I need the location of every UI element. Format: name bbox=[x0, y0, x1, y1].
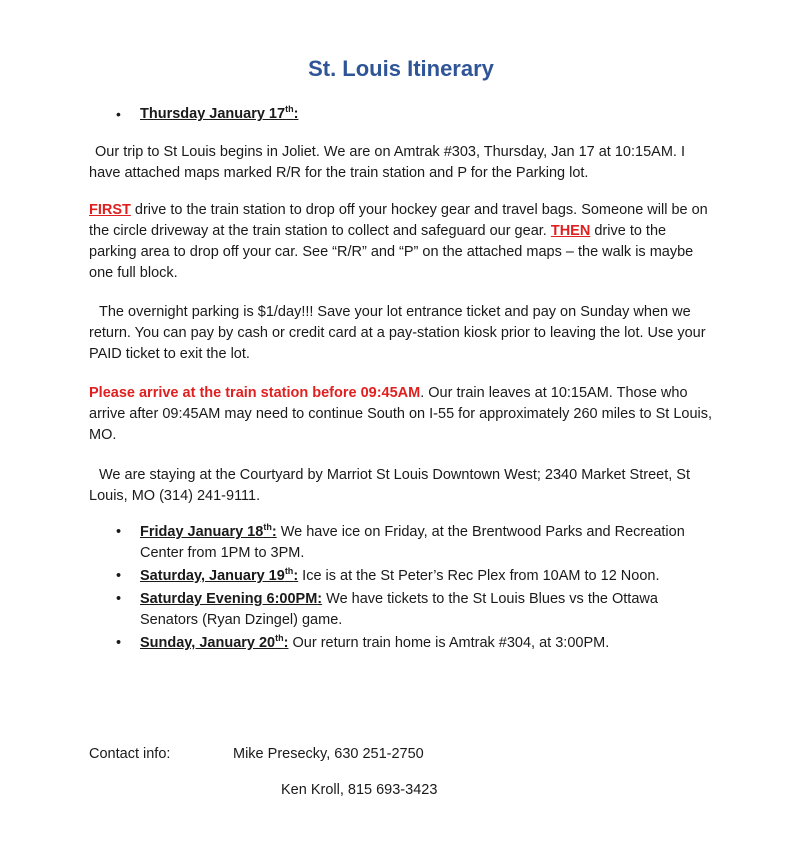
bullet-icon: • bbox=[116, 524, 122, 540]
bullet-icon: • bbox=[116, 635, 122, 651]
schedule-sup: th bbox=[275, 633, 284, 644]
paragraph-trip-start: Our trip to St Louis begins in Joliet. We are on Amtrak #303, Thursday, Jan 17 at 10:15AM. I have attached maps marked R/R for the train station and P for the Parking lot. bbox=[89, 144, 685, 181]
thursday-day: Thursday January 17 bbox=[140, 106, 286, 122]
schedule-list bbox=[116, 522, 716, 656]
contact-person-2: Ken Kroll, 815 693-3423 bbox=[281, 782, 438, 798]
paragraph-parking: The overnight parking is $1/day!!! Save your lot entrance ticket and pay on Sunday when we return. You can pay by cash or credit card at a pay-station kiosk prior to leaving the lot. Use your PAID ticket to exit the lot. bbox=[89, 304, 706, 362]
then-label: THEN bbox=[550, 223, 591, 239]
schedule-sup: th bbox=[263, 522, 272, 533]
schedule-item bbox=[116, 633, 716, 654]
arrival-text: . Our train leaves at 10:15AM. Those who arrive after 09:45AM may need to continue South on I-55 for approximately 260 miles to St Louis, MO. bbox=[89, 385, 713, 443]
arrival-warning: Please arrive at the train station before 09:45AM bbox=[89, 385, 421, 401]
schedule-day: Saturday Evening 6:00PM bbox=[140, 591, 318, 607]
schedule-item bbox=[116, 566, 716, 587]
thursday-sup: th bbox=[285, 104, 294, 115]
contact-person-1: Mike Presecky, 630 251-2750 bbox=[233, 746, 424, 762]
schedule-colon: : bbox=[283, 635, 289, 651]
document-title: St. Louis Itinerary bbox=[308, 56, 494, 81]
schedule-item bbox=[116, 522, 716, 564]
schedule-colon: : bbox=[293, 568, 299, 584]
schedule-colon: : bbox=[317, 591, 323, 607]
schedule-item bbox=[116, 589, 716, 631]
first-label: FIRST bbox=[89, 202, 131, 218]
schedule-day: Sunday, January 20 bbox=[140, 635, 276, 651]
schedule-colon: : bbox=[271, 524, 277, 540]
schedule-day: Friday January 18 bbox=[140, 524, 264, 540]
bullet-icon: • bbox=[116, 106, 121, 122]
dropoff-text-2: drive to the parking area to drop off your car. See “R/R” and “P” on the attached maps – the walk is maybe one full block. bbox=[89, 223, 694, 281]
schedule-text: We have tickets to the St Louis Blues vs the Ottawa Senators (Ryan Dzingel) game. bbox=[140, 591, 658, 628]
thursday-heading bbox=[140, 104, 298, 125]
schedule-text: Ice is at the St Peter’s Rec Plex from 10AM to 12 Noon. bbox=[298, 568, 660, 584]
bullet-icon: • bbox=[116, 591, 122, 607]
dropoff-text-1: drive to the train station to drop off your hockey gear and travel bags. Someone will be on the circle driveway at the train station to collect and safeguard our gear. bbox=[89, 202, 708, 239]
schedule-day: Saturday, January 19 bbox=[140, 568, 285, 584]
thursday-colon: : bbox=[293, 106, 299, 122]
paragraph-dropoff bbox=[89, 200, 714, 284]
schedule-sup: th bbox=[284, 566, 294, 577]
schedule-text: We have ice on Friday, at the Brentwood Parks and Recreation Center from 1PM to 3PM. bbox=[140, 524, 685, 561]
contact-label: Contact info: bbox=[89, 746, 171, 762]
bullet-icon: • bbox=[116, 568, 122, 584]
paragraph-arrival bbox=[89, 383, 714, 446]
paragraph-hotel: We are staying at the Courtyard by Marriot St Louis Downtown West; 2340 Market Street, St Louis, MO (314) 241-9111. bbox=[89, 467, 691, 504]
schedule-text: Our return train home is Amtrak #304, at 3:00PM. bbox=[288, 635, 610, 651]
